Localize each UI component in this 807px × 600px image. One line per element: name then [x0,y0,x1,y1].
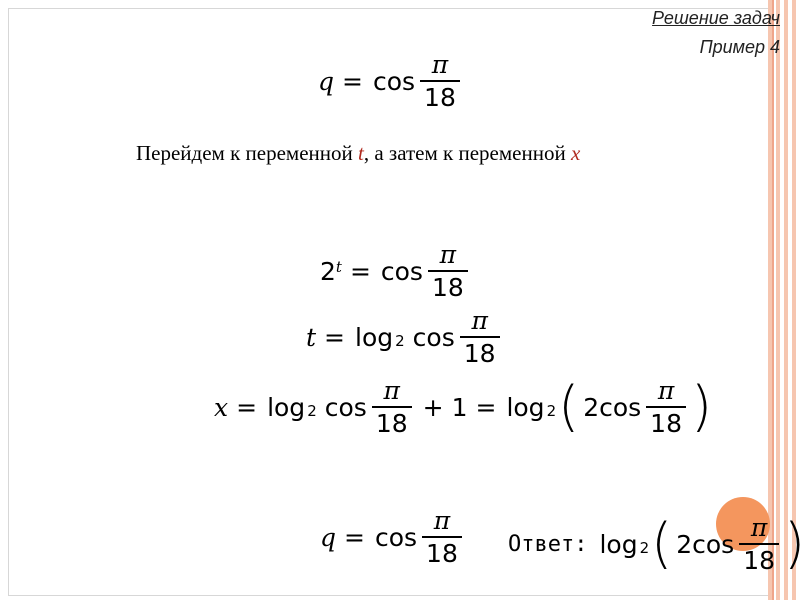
fraction-pi-18 [739,515,779,573]
number-one: 1 [451,392,468,422]
fraction-denominator: 18 [463,339,496,368]
fraction-numerator: π [471,306,488,335]
cos-function: cos [324,392,367,422]
fraction-pi-18 [420,52,460,110]
cos-function: cos [374,522,418,552]
log-function: log [267,392,306,422]
fraction-denominator: 18 [424,83,456,112]
fraction-numerator: π [383,376,400,405]
fraction-denominator: 18 [431,273,464,302]
fraction-pi-18 [460,308,500,366]
exponent-t: t [335,258,342,276]
sentence-part2: , а затем к переменной [363,141,571,165]
equals-sign-2: = [475,392,497,422]
cos-function: cos [372,66,416,96]
formula-2t [320,242,471,300]
log-function-2: log [506,392,545,422]
right-paren: ) [690,375,713,438]
fraction-numerator: π [439,240,457,269]
two-cos: 2cos [676,529,735,559]
left-paren: ( [558,375,580,438]
formula-t [306,308,503,366]
fraction-denominator: 18 [375,409,408,438]
sentence-var-t: t [358,141,364,165]
fraction-numerator: π [657,376,675,405]
fraction-pi-18 [428,242,468,300]
fraction-pi-18 [372,378,412,436]
formula-q-bottom [320,508,465,566]
equals-sign: = [324,322,345,352]
equals-sign: = [342,66,363,96]
equals-sign: = [349,256,371,286]
var-q: q [318,66,335,96]
equals-sign: = [236,392,258,422]
fraction-denominator: 18 [650,409,682,438]
cos-function: cos [380,256,423,286]
plus-sign: + [422,392,444,422]
left-paren: ( [651,512,673,575]
sentence-var-x: x [570,141,581,165]
header-title: Решение задач [652,8,780,28]
sentence-part1: Перейдем к переменной [136,141,358,165]
cos-function: cos [412,322,455,352]
fraction-numerator: π [750,513,768,542]
fraction-denominator: 18 [426,539,458,568]
right-paren: ) [784,512,806,575]
fraction-pi-18-2 [646,378,686,436]
fraction-pi-18 [422,508,462,566]
equals-sign: = [344,522,365,552]
answer-label: Ответ: [508,531,588,557]
answer-formula [508,512,807,575]
formula-q-top [318,52,463,110]
explanation-sentence [136,141,580,166]
log-base-2: 2 [546,402,557,420]
var-t: t [306,322,317,352]
fraction-numerator: π [433,506,451,535]
var-q: q [320,522,337,552]
log-function: log [355,322,394,352]
two-cos: 2cos [583,392,642,422]
header-subtitle: Пример 4 [699,37,780,57]
fraction-numerator: π [431,50,449,79]
var-x: x [214,392,229,422]
formula-x [214,375,714,438]
log-function: log [599,529,638,559]
log-base: 2 [639,539,650,557]
log-base: 2 [395,332,405,350]
decorative-stripe-edge [772,0,774,600]
base-2: 2 [320,256,336,286]
log-base: 2 [307,402,317,420]
fraction-denominator: 18 [743,546,776,575]
